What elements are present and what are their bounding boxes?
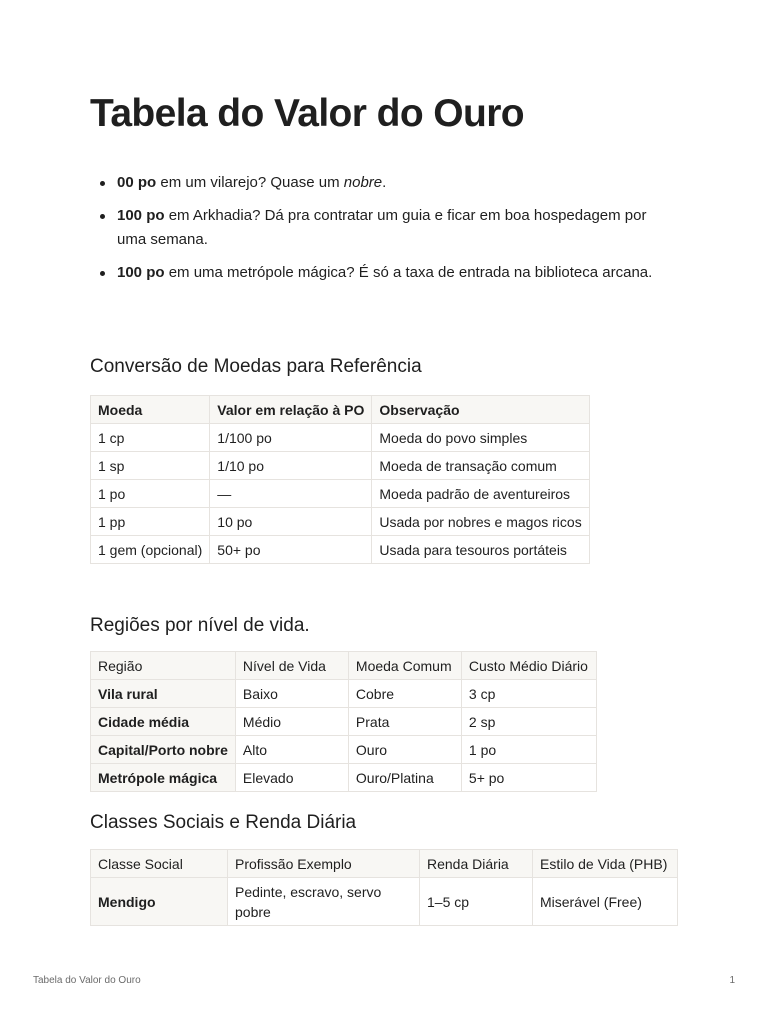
table-cell: 1–5 cp [420,878,533,926]
table-cell: 1 cp [91,424,210,452]
table-cell: Cobre [348,680,461,708]
section-heading-currency: Conversão de Moedas para Referência [90,356,422,377]
table-row [91,680,597,708]
bullet-text: em Arkhadia? Dá pra contratar um guia e ficar em boa hospedagem por uma semana. [117,207,647,248]
table-header-cell: Moeda [91,396,210,424]
table-cell: Cidade média [91,708,236,736]
table-cell: Baixo [235,680,348,708]
table-cell: Elevado [235,764,348,792]
page-title: Tabela do Valor do Ouro [90,92,525,135]
table-cell: Mendigo [91,878,228,926]
table-cell: 1 po [461,736,596,764]
bullet-bold: 100 po [117,207,165,224]
table-cell: Moeda do povo simples [372,424,589,452]
table-header-cell: Custo Médio Diário [461,652,596,680]
table-cell: Prata [348,708,461,736]
table-cell: Moeda padrão de aventureiros [372,480,589,508]
table-cell: Miserável (Free) [533,878,678,926]
bullet-item [90,171,670,195]
bullet-list [90,171,670,294]
table-cell: Pedinte, escravo, servo pobre [228,878,420,926]
table-header-row [91,652,597,680]
table-cell: Médio [235,708,348,736]
table-cell: Capital/Porto nobre [91,736,236,764]
bullet-bold: 100 po [117,264,165,281]
table-cell: 1 pp [91,508,210,536]
section-heading-regions: Regiões por nível de vida. [90,615,310,636]
section-heading-social-classes: Classes Sociais e Renda Diária [90,812,357,833]
table-cell: Usada para tesouros portáteis [372,536,589,564]
bullet-item [90,261,670,285]
table-cell: 1/100 po [210,424,372,452]
table-header-cell: Classe Social [91,850,228,878]
table-row [91,736,597,764]
table-cell: 1 gem (opcional) [91,536,210,564]
table-header-cell: Moeda Comum [348,652,461,680]
table-header-row [91,850,678,878]
table-cell: Usada por nobres e magos ricos [372,508,589,536]
table-cell: Ouro [348,736,461,764]
table-header-cell: Região [91,652,236,680]
table-cell: Moeda de transação comum [372,452,589,480]
social-classes-table [90,849,678,926]
table-cell: 5+ po [461,764,596,792]
table-row [91,424,590,452]
table-cell: — [210,480,372,508]
table-cell: Ouro/Platina [348,764,461,792]
table-cell: 1 po [91,480,210,508]
table-cell: 2 sp [461,708,596,736]
table-row [91,708,597,736]
bullet-italic: nobre [343,174,383,191]
table-cell: 3 cp [461,680,596,708]
bullet-text: em uma metrópole mágica? É só a taxa de entrada na biblioteca arcana. [164,264,653,281]
table-header-cell: Valor em relação à PO [210,396,372,424]
table-cell: 10 po [210,508,372,536]
table-cell: Alto [235,736,348,764]
table-row [91,764,597,792]
table-cell: 1/10 po [210,452,372,480]
table-cell: Vila rural [91,680,236,708]
bullet-bold: 00 po [117,174,157,191]
table-row [91,536,590,564]
table-header-cell: Estilo de Vida (PHB) [533,850,678,878]
footer-page-number: 1 [729,975,735,986]
table-header-cell: Renda Diária [420,850,533,878]
bullet-text-end: . [382,174,387,191]
table-header-cell: Nível de Vida [235,652,348,680]
bullet-text: em um vilarejo? Quase um [156,174,344,191]
table-header-row [91,396,590,424]
table-row [91,452,590,480]
regions-table [90,651,597,792]
table-cell: 50+ po [210,536,372,564]
bullet-item [90,204,670,252]
footer-title: Tabela do Valor do Ouro [33,975,141,986]
currency-table [90,395,590,564]
table-row [91,480,590,508]
table-cell: Metrópole mágica [91,764,236,792]
table-row [91,878,678,926]
table-cell: 1 sp [91,452,210,480]
table-row [91,508,590,536]
table-header-cell: Observação [372,396,589,424]
table-header-cell: Profissão Exemplo [228,850,420,878]
